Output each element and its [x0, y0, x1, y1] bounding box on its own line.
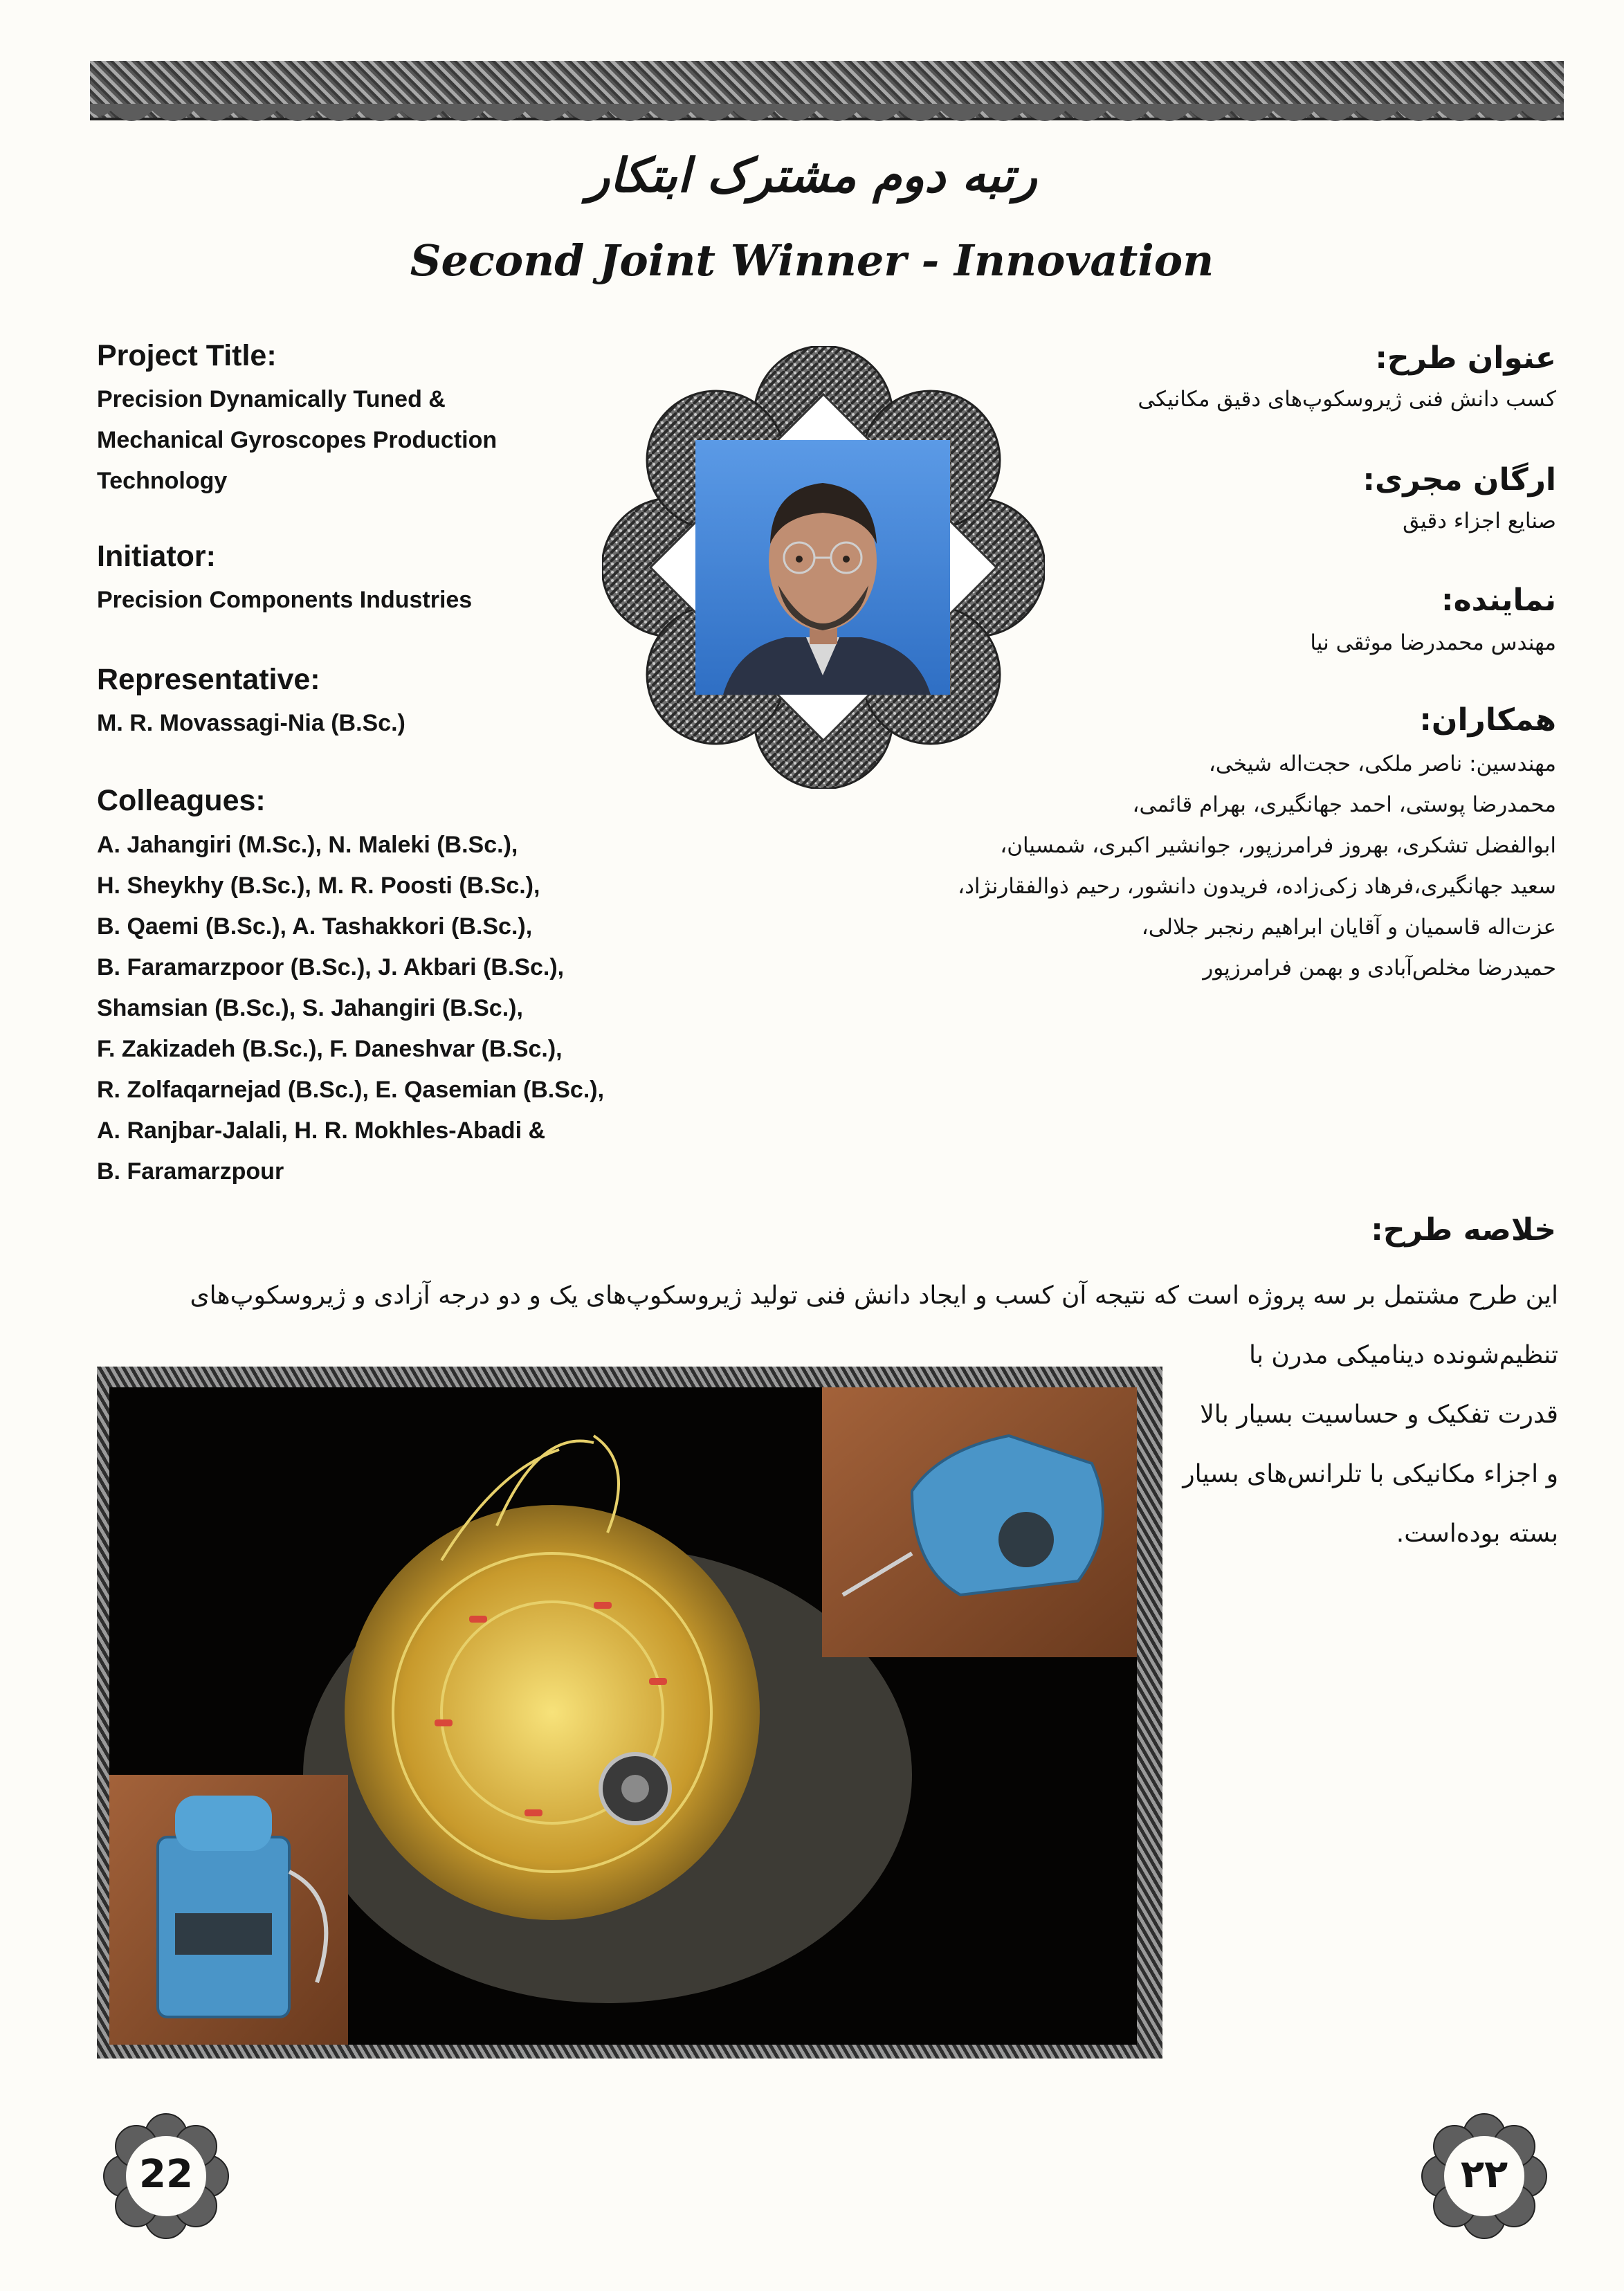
colleagues-line: F. Zakizadeh (B.Sc.), F. Daneshvar (B.Sc.), — [97, 1036, 563, 1062]
summary-line: و اجزاء مکانیکی با تلرانس‌های بسیار — [1183, 1460, 1558, 1488]
colleagues-list — [97, 825, 720, 1192]
representative-label-fa: نماینده: — [1441, 583, 1556, 618]
representative-text-fa: مهندس محمدرضا موثقی نیا — [1310, 630, 1556, 655]
project-title-line: Precision Dynamically Tuned & — [97, 386, 446, 412]
summary-continuation — [1171, 1326, 1558, 1564]
page-number-right: ۲۲ — [1460, 2152, 1508, 2197]
colleagues-line: B. Faramarzpour — [97, 1158, 284, 1185]
page-number-left: 22 — [139, 2152, 193, 2197]
representative-label: Representative: — [97, 663, 320, 696]
summary-line: این طرح مشتمل بر سه پروژه است که نتیجه آن کسب و ایجاد دانش فنی تولید ژیروسکوپ‌های یک و دو درجه آزادی و ژیروسکوپ‌های — [190, 1281, 1558, 1310]
colleagues-line-fa: محمدرضا پوستی، احمد جهانگیری، بهرام قائمی، — [1132, 792, 1556, 817]
colleagues-label: Colleagues: — [97, 784, 266, 817]
project-title-text-fa: کسب دانش فنی ژیروسکوپ‌های دقیق مکانیکی — [1138, 387, 1556, 412]
summary-line: بسته بوده‌است. — [1396, 1519, 1558, 1548]
header-scallop-edge — [90, 104, 1564, 131]
initiator-text-fa: صنایع اجزاء دقیق — [1403, 509, 1556, 533]
initiator-label-fa: ارگان مجری: — [1362, 462, 1556, 498]
gyroscope-photo-collage — [109, 1387, 1137, 2045]
initiator-label: Initiator: — [97, 540, 216, 573]
page-title-persian: رتبه دوم مشترک ابتکار — [587, 149, 1037, 203]
colleagues-line: A. Jahangiri (M.Sc.), N. Maleki (B.Sc.), — [97, 832, 518, 858]
initiator-text: Precision Components Industries — [97, 587, 473, 613]
colleagues-line: Shamsian (B.Sc.), S. Jahangiri (B.Sc.), — [97, 995, 523, 1021]
project-title-line: Mechanical Gyroscopes Production — [97, 427, 498, 453]
project-title-label: Project Title: — [97, 339, 277, 372]
summary-line: تنظیم‌شونده دینامیکی مدرن با — [1248, 1341, 1558, 1369]
summary-line: قدرت تفکیک و حساسیت بسیار بالا — [1200, 1400, 1558, 1429]
colleagues-line: H. Sheykhy (B.Sc.), M. R. Poosti (B.Sc.), — [97, 873, 540, 899]
colleagues-line: A. Ranjbar-Jalali, H. R. Mokhles-Abadi & — [97, 1117, 546, 1144]
colleagues-line-fa: عزت‌اله قاسمیان و آقایان ابراهیم رنجبر جلالی، — [1141, 915, 1556, 940]
colleagues-label-fa: همکاران: — [1419, 702, 1556, 738]
representative-text: M. R. Movassagi-Nia (B.Sc.) — [97, 710, 405, 736]
colleagues-line: B. Qaemi (B.Sc.), A. Tashakkori (B.Sc.), — [97, 913, 533, 940]
summary-label-fa: خلاصه طرح: — [1371, 1212, 1556, 1248]
colleagues-list-fa — [795, 744, 1556, 989]
colleagues-line-fa: ابوالفضل تشکری، بهروز فرامرزپور، جوانشیر اکبری، شمسیان، — [1000, 833, 1556, 858]
project-title-line: Technology — [97, 468, 228, 494]
colleagues-line-fa: مهندسین: ناصر ملکی، حجت‌اله شیخی، — [1208, 751, 1556, 776]
page-title-english: Second Joint Winner - Innovation — [410, 235, 1214, 286]
colleagues-line-fa: سعید جهانگیری،فرهاد زکی‌زاده، فریدون دانشور، رحیم ذوالفقارنژاد، — [958, 874, 1556, 899]
colleagues-line: R. Zolfaqarnejad (B.Sc.), E. Qasemian (B.Sc.), — [97, 1077, 605, 1103]
colleagues-line: B. Faramarzpoor (B.Sc.), J. Akbari (B.Sc.), — [97, 954, 565, 980]
project-title-label-fa: عنوان طرح: — [1375, 340, 1556, 376]
colleagues-line-fa: حمیدرضا مخلص‌آبادی و بهمن فرامرزپور — [1203, 956, 1556, 980]
